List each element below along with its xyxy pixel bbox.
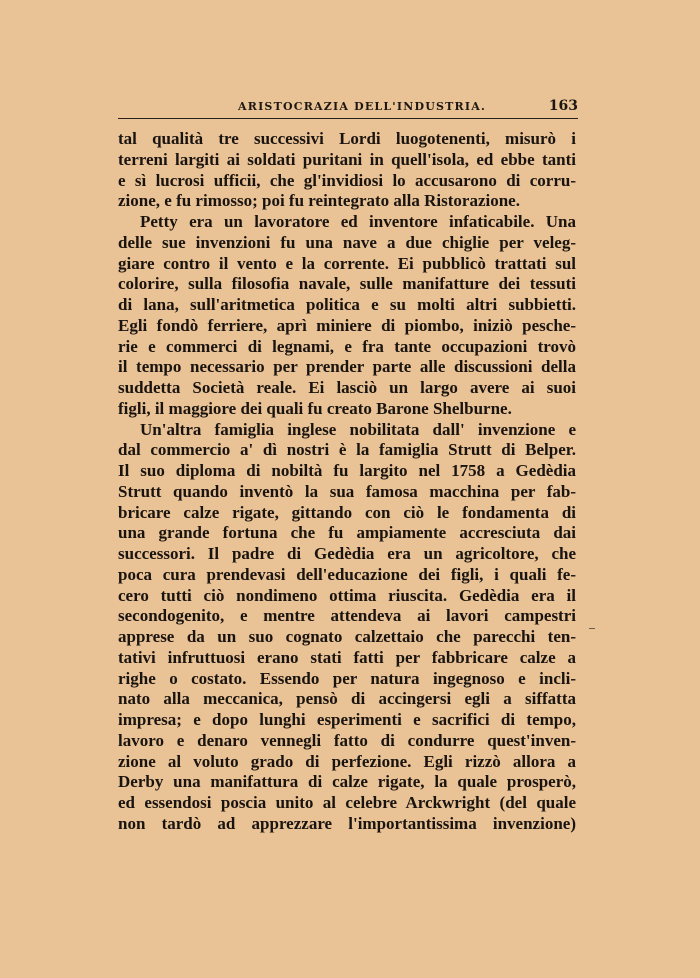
text-line: apprese da un suo cognato calzettaio che parecchi ten-	[118, 627, 576, 646]
text-line: delle sue invenzioni fu una nave a due chiglie per veleg-	[118, 232, 576, 252]
text-line: terreni largiti ai soldati puritani in quell'isola, ed ebbe tanti	[118, 149, 576, 169]
text-line: dal commercio a' dì nostri è la famiglia Strutt di Belper.	[118, 440, 576, 460]
text-line: ed essendosi poscia unito al celebre Arckwright (del quale	[118, 793, 576, 812]
text-line: lavoro e denaro vennegli fatto di condurre quest'inven-	[118, 730, 576, 750]
text-line: una grande fortuna che fu ampiamente accresciuta dai	[118, 523, 576, 543]
text-line: tativi infruttuosi erano stati fatti per fabbricare calze a	[118, 647, 576, 667]
page-number: 163	[548, 98, 578, 114]
margin-mark	[589, 628, 595, 629]
text-line: Derby una manifattura di calze rigate, la quale prosperò,	[118, 772, 576, 792]
body-text	[118, 129, 576, 835]
text-line: di lana, sull'aritmetica politica e su molti altri subbietti.	[118, 295, 576, 314]
text-line: suddetta Società reale. Ei lasciò un largo avere ai suoi	[118, 378, 576, 397]
text-line: righe o costato. Essendo per natura ingegnoso e incli-	[118, 668, 576, 688]
text-line: Egli fondò ferriere, aprì miniere di piombo, iniziò pesche-	[118, 315, 576, 335]
text-line: e sì lucrosi ufficii, che gl'invidiosi lo accusarono di corru-	[118, 170, 576, 190]
text-line: cero tutti ciò nondimeno ottima riuscita. Gedèdia era il	[118, 585, 576, 605]
text-line: Un'altra famiglia inglese nobilitata dall' invenzione e	[140, 419, 576, 439]
text-line: poca cura prendevasi dell'educazione dei figli, i quali fe-	[118, 564, 576, 584]
text-line: non tardò ad apprezzare l'importantissima invenzione)	[118, 813, 576, 833]
text-line: impresa; e dopo lunghi esperimenti e sacrifici di tempo,	[118, 710, 576, 729]
text-line: bricare calze rigate, gittando con ciò le fondamenta di	[118, 502, 576, 522]
text-line: figli, il maggiore dei quali fu creato Barone Shelburne.	[118, 398, 512, 418]
running-head	[118, 98, 578, 120]
text-line: tal qualità tre successivi Lordi luogotenenti, misurò i	[118, 129, 576, 148]
text-line: successori. Il padre di Gedèdia era un agricoltore, che	[118, 544, 576, 563]
text-line: nato alla meccanica, pensò di accingersi egli a siffatta	[118, 689, 576, 709]
text-line: Petty era un lavoratore ed inventore infaticabile. Una	[140, 212, 576, 231]
text-line: Il suo diploma di nobiltà fu largito nel 1758 a Gedèdia	[118, 461, 576, 480]
text-line: giare contro il vento e la corrente. Ei pubblicò trattati sul	[118, 253, 576, 273]
text-line: secondogenito, e mentre attendeva ai lavori campestri	[118, 606, 576, 626]
text-line: colorire, sulla filosofia navale, sulle manifatture dei tessuti	[118, 274, 576, 294]
text-line: zione, e fu rimosso; poi fu reintegrato alla Ristorazione.	[118, 191, 520, 211]
running-title: ARISTOCRAZIA DELL'INDUSTRIA.	[238, 100, 486, 113]
text-line: rie e commerci di legnami, e fra tante occupazioni trovò	[118, 336, 576, 356]
text-line: Strutt quando inventò la sua famosa macchina per fab-	[118, 481, 576, 501]
text-line: zione al voluto grado di perfezione. Egli rizzò allora a	[118, 751, 576, 771]
text-line: il tempo necessario per prender parte alle discussioni della	[118, 357, 576, 377]
header-rule	[118, 118, 578, 119]
